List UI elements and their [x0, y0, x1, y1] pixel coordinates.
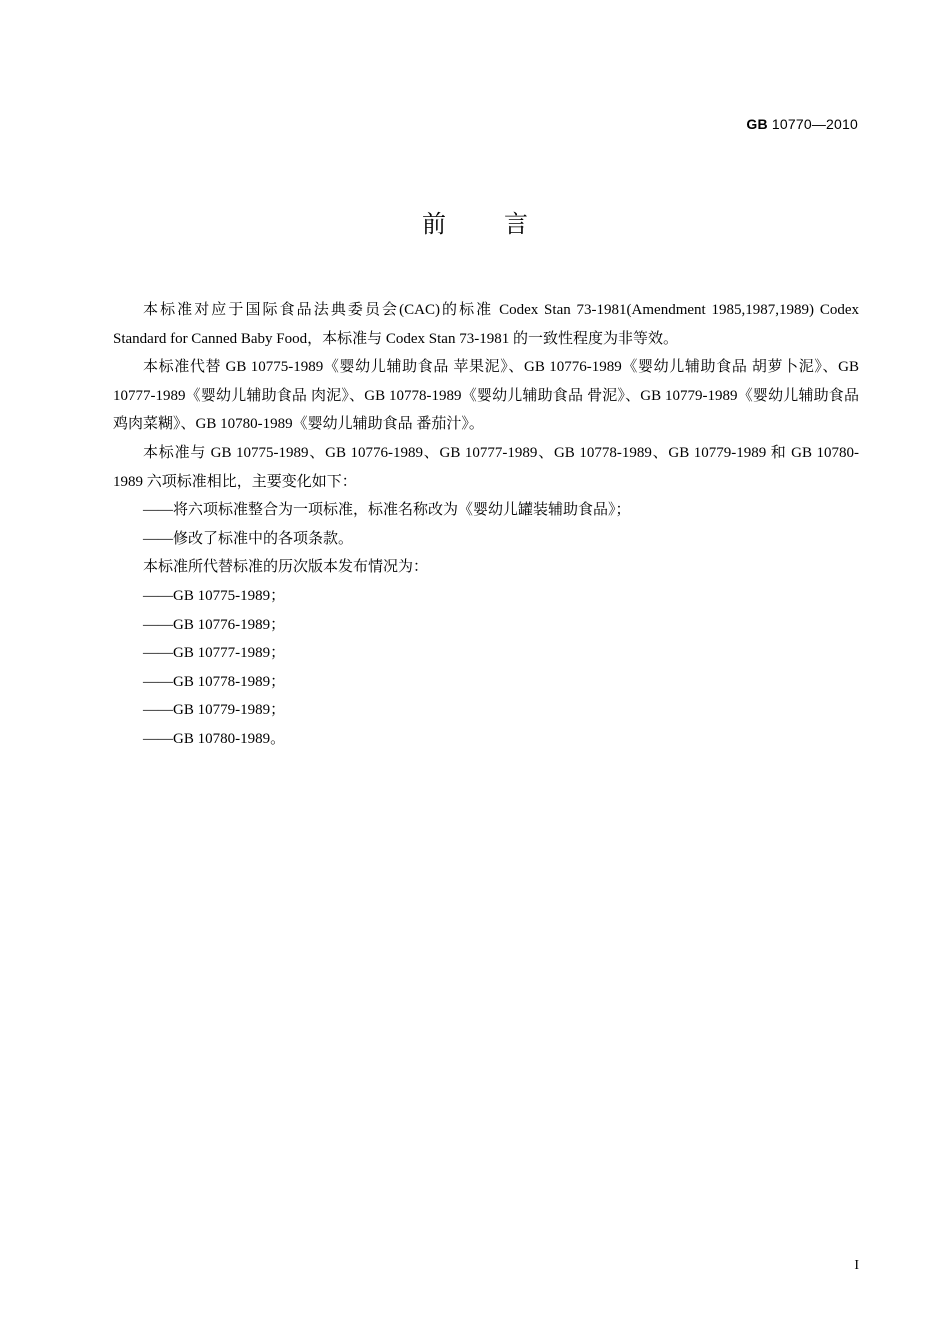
list-item: ——GB 10776-1989；: [143, 616, 286, 633]
list-item: ——GB 10779-1989；: [143, 702, 286, 719]
page-number: I: [854, 1258, 859, 1273]
paragraph-correspondence: 本标准对应于国际食品法典委员会(CAC)的标准 Codex Stan 73-1981(Amendment 1985,1987,1989) Codex Standard for Canned Baby Food，本标准与 Codex Stan 73-1981 的一致性程度为非等效。: [113, 302, 859, 347]
list-item: ——修改了标准中的各项条款。: [143, 530, 354, 547]
paragraph-replaces: 本标准代替 GB 10775-1989《婴幼儿辅助食品 苹果泥》、GB 10776-1989《婴幼儿辅助食品 胡萝卜泥》、GB 10777-1989《婴幼儿辅助食品 肉泥》、GB 10778-1989《婴幼儿辅助食品 骨泥》、GB 10779-1989《婴幼儿辅助食品 鸡肉菜糊》、GB 10780-1989《婴幼儿辅助食品 番茄汁》。: [113, 359, 859, 433]
paragraph-main-changes: 本标准与 GB 10775-1989、GB 10776-1989、GB 10777-1989、GB 10778-1989、GB 10779-1989 和 GB 10780-1989 六项标准相比，主要变化如下：: [113, 444, 859, 490]
standard-code: [746, 116, 858, 132]
list-item: ——GB 10778-1989；: [143, 673, 286, 690]
page-title: 前言: [422, 210, 586, 238]
standard-code-prefix: GB: [746, 116, 768, 132]
list-item: ——将六项标准整合为一项标准，标准名称改为《婴幼儿罐装辅助食品》；: [143, 502, 631, 519]
paragraph-history-intro: 本标准所代替标准的历次版本发布情况为：: [143, 559, 429, 576]
list-item: ——GB 10775-1989；: [143, 587, 286, 604]
foreword-body: [113, 296, 859, 754]
standard-code-number: 10770—2010: [767, 116, 858, 132]
history-list: [113, 582, 859, 754]
list-item: ——GB 10780-1989。: [143, 730, 286, 747]
list-item: ——GB 10777-1989；: [143, 645, 286, 662]
changes-list: [113, 496, 859, 553]
